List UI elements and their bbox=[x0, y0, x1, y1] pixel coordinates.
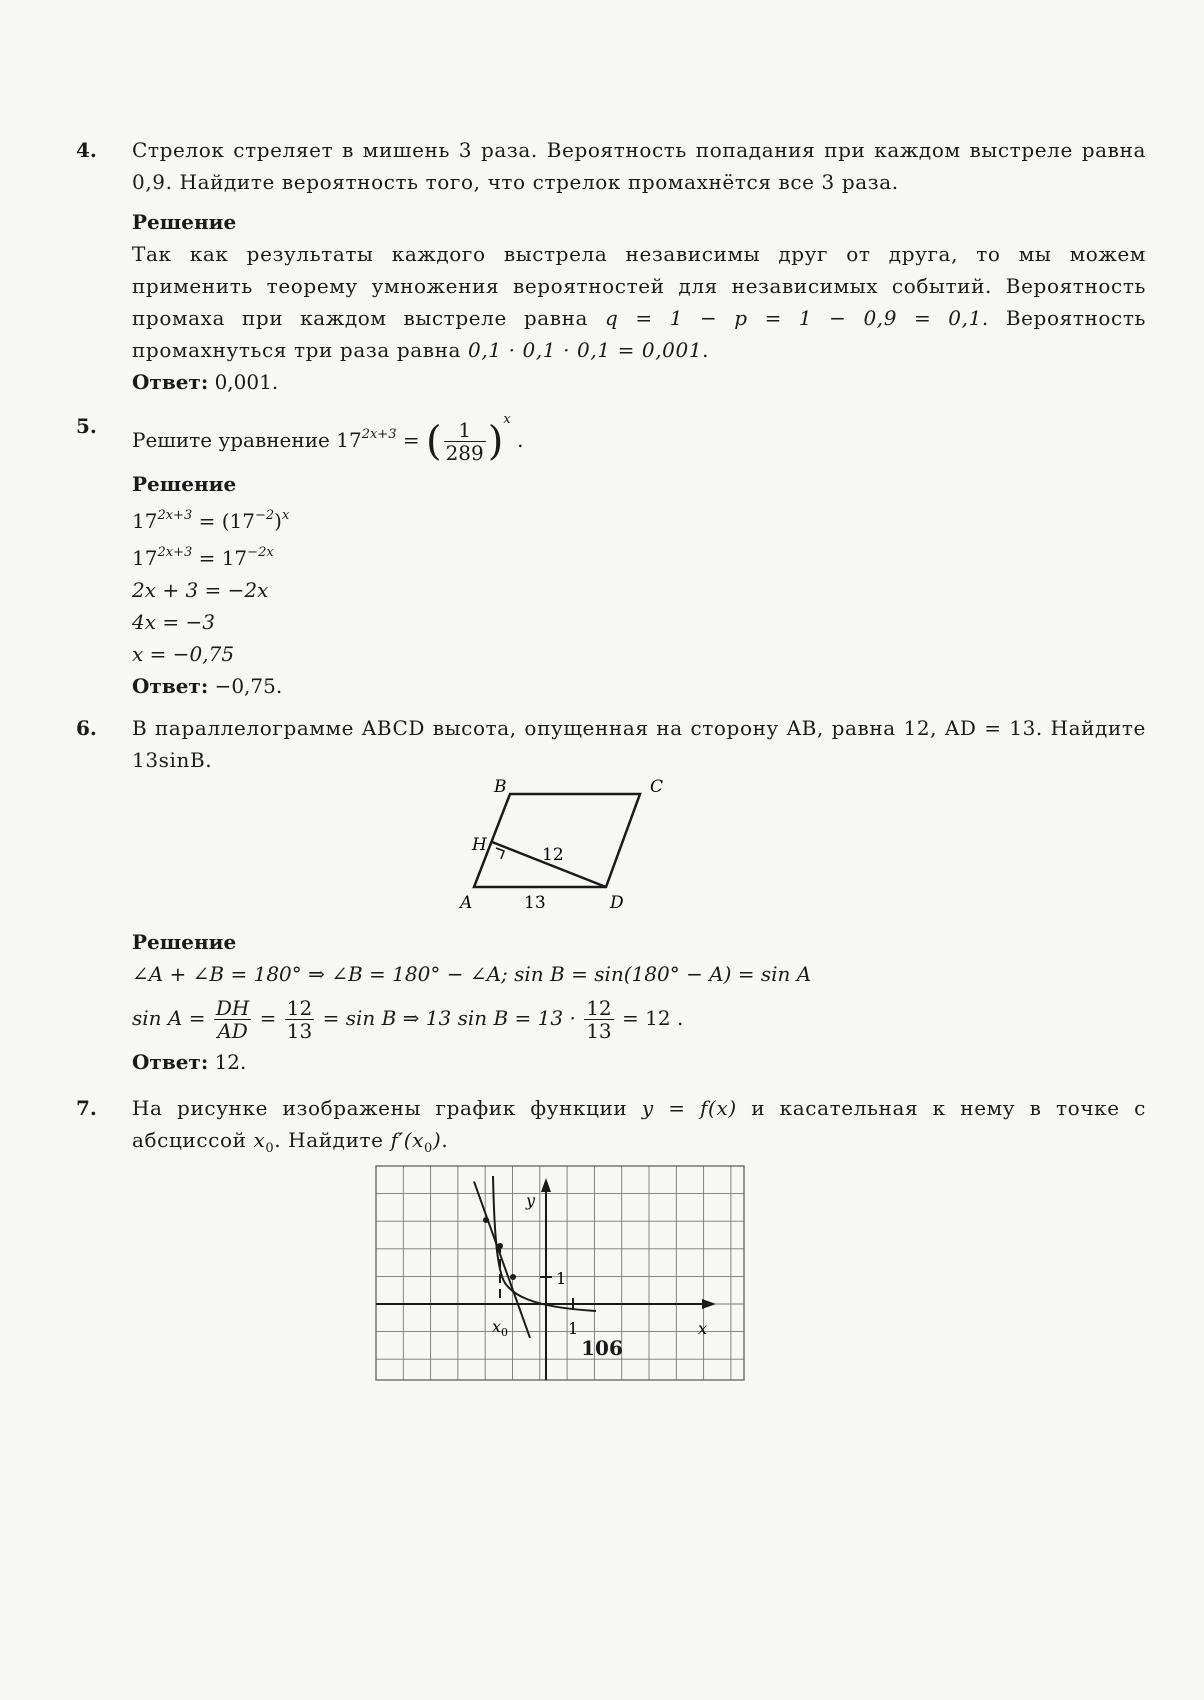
equation: $17^{2x+3}$ = ( $\frac{1}{289}$ )$^x$ . bbox=[336, 412, 524, 465]
tick-label-x: 1 bbox=[568, 1319, 579, 1338]
answer-value: 0,001. bbox=[214, 370, 279, 394]
side-value: 13 bbox=[524, 893, 546, 913]
axis-label-x: x bbox=[698, 1319, 708, 1338]
tick-label-y: 1 bbox=[556, 1269, 567, 1288]
problem-number: 5. bbox=[76, 414, 97, 438]
solution-line-1: ∠A + ∠B = 180° ⇒ ∠B = 180° − ∠A; sin B = sin(180° − A) = sin A bbox=[132, 962, 812, 986]
problem-4 bbox=[76, 134, 1146, 398]
parallelogram-abcd bbox=[474, 794, 640, 887]
solution-heading: Решение bbox=[132, 210, 237, 234]
answer-value: −0,75. bbox=[214, 674, 283, 698]
solution-step-1: $17^{2x+3} = (17^{-2})^x$ bbox=[132, 508, 290, 533]
solution-heading: Решение bbox=[132, 472, 237, 496]
fraction-12-13: $\frac{12}{13}$ bbox=[286, 996, 313, 1043]
label-a: A bbox=[460, 893, 473, 913]
fraction: $\frac{1}{289}$ bbox=[445, 418, 484, 465]
parallelogram-figure bbox=[450, 772, 710, 922]
problem-7 bbox=[76, 1092, 1146, 1165]
axis-label-y: y bbox=[526, 1191, 536, 1210]
solution-heading: Решение bbox=[132, 930, 237, 954]
function-curve bbox=[493, 1176, 596, 1311]
label-h: H bbox=[472, 835, 487, 855]
fraction-dh-ad: $\frac{DH}{AD}$ bbox=[215, 996, 250, 1043]
problem-6-solution bbox=[76, 926, 1146, 1078]
solution-step-5: x = −0,75 bbox=[132, 642, 235, 666]
height-value: 12 bbox=[542, 845, 564, 865]
point-tangency bbox=[497, 1243, 503, 1249]
problem-6 bbox=[76, 712, 1146, 776]
page-number: 106 bbox=[581, 1336, 623, 1360]
solution-step-4: 4x = −3 bbox=[132, 610, 215, 634]
label-c: C bbox=[650, 777, 664, 797]
problem-statement: На рисунке изображены график функции y = f(x) и касательная к нему в точке с абсциссой $x_0$. Найдите $f'(x_0)$. bbox=[132, 1096, 1146, 1156]
formula-q: q = 1 − p = 1 − 0,9 = 0,1 bbox=[605, 306, 982, 330]
label-d: D bbox=[610, 893, 624, 913]
problem-number: 6. bbox=[76, 716, 97, 740]
label-b: B bbox=[494, 777, 507, 797]
answer: Ответ: −0,75. bbox=[132, 674, 283, 698]
problem-5 bbox=[76, 404, 1146, 702]
solution-step-2: $17^{2x+3} = 17^{-2x}$ bbox=[132, 545, 274, 570]
solution-text: Так как результаты каждого выстрела независимы друг от друга, то мы можем применить теорему умножения вероятностей для независимых событий. Вероятность промаха при каждом выстреле равна q = 1 − p = 1 − 0,9 = 0,1. Вероятность промахнуться три раза равна 0,1 · 0,1 · 0,1 = 0,001. bbox=[132, 242, 1147, 362]
formula-product: 0,1 · 0,1 · 0,1 = 0,001 bbox=[468, 338, 703, 362]
label-x0: $x_0$ bbox=[492, 1317, 509, 1339]
fraction-12-13-b: $\frac{12}{13}$ bbox=[586, 996, 612, 1043]
y-axis-arrow bbox=[541, 1178, 551, 1192]
problem-statement: В параллелограмме ABCD высота, опущенная на сторону AB, равна 12, AD = 13. Найдите 13sinB. bbox=[132, 716, 1146, 772]
tangent-line bbox=[474, 1182, 530, 1338]
problem-statement: Решите уравнение $17^{2x+3}$ = ( $\frac{1}{289}$ )$^x$ . bbox=[132, 412, 524, 465]
problem-number: 7. bbox=[76, 1096, 97, 1120]
problem-number: 4. bbox=[76, 138, 97, 162]
right-angle-mark bbox=[496, 848, 504, 859]
answer: Ответ: 12. bbox=[132, 1050, 247, 1074]
problem-statement: Стрелок стреляет в мишень 3 раза. Вероятность попадания при каждом выстреле равна 0,9. Найдите вероятность того, что стрелок промахнётся все 3 раза. bbox=[132, 138, 1146, 194]
point-upper bbox=[483, 1217, 489, 1223]
solution-step-3: 2x + 3 = −2x bbox=[132, 578, 269, 602]
x-axis-arrow bbox=[702, 1299, 716, 1309]
answer-value: 12. bbox=[214, 1050, 247, 1074]
point-lower bbox=[510, 1274, 516, 1280]
solution-line-2: sin A = $\frac{DH}{AD}$ = $\frac{12}{13}$ = sin B ⇒ 13 sin B = 13 · $\frac{12}{13}$ = 12 . bbox=[132, 996, 684, 1043]
answer: Ответ: 0,001. bbox=[132, 370, 279, 394]
